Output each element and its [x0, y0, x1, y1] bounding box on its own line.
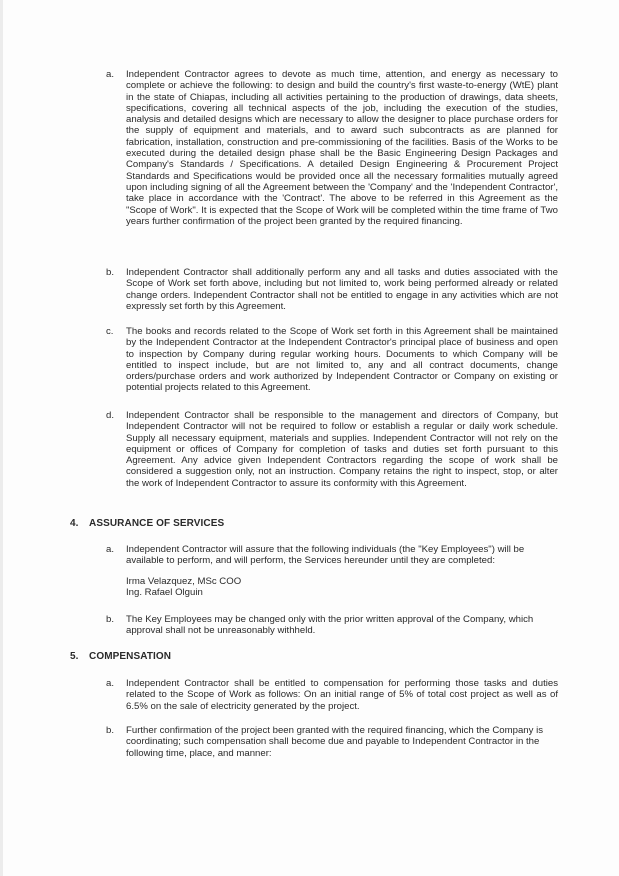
- paragraph-text: The books and records related to the Scope of Work set forth in this Agreement shall be maintained by the Independent Contractor at the Independent Contractor's principal place of business and open to inspection by Company during regular working hours. Documents to which Company will be entitled to inspect include, but are not limited to, any and all contract documents, change orders/purchase orders and work authorized by Independent Contractor or Company on existing or potential projects related to this Agreement.: [126, 326, 558, 394]
- paragraph-text: Independent Contractor shall additionally perform any and all tasks and duties associated with the Scope of Work set forth above, including but not limited to, work being performed already or related change orders. Independent Contractor shall not be entitled to engage in any activities which are not expressly set forth by this Agreement.: [126, 267, 558, 312]
- key-employees-list: [126, 576, 558, 599]
- list-marker: a.: [106, 678, 115, 689]
- section-5-item-b: [106, 725, 558, 759]
- section-3-item-b: [106, 267, 558, 312]
- section-4-item-b: [106, 614, 558, 637]
- list-marker: a.: [106, 544, 115, 555]
- paragraph-text: Independent Contractor shall be responsible to the management and directors of Company, but Independent Contractor will not be required to follow or establish a regular or daily work schedule. Supply all necessary equipment, materials and supplies. Independent Contractor will not rely on the equipment or offices of Company for completion of tasks and duties set forth pursuant to this Agreement. Any advice given Independent Contractors regarding the scope of work shall be considered a suggestion only, not an instruction. Company retains the right to inspect, stop, or alter the work of Independent Contractor to assure its conformity with this Agreement.: [126, 410, 558, 489]
- section-5-item-a: [106, 678, 558, 712]
- list-marker: b.: [106, 267, 115, 278]
- section-4-item-a: [106, 544, 558, 598]
- paragraph-text: Independent Contractor shall be entitled to compensation for performing those tasks and duties related to the Scope of Work as follows: On an initial range of 5% of total cost project as well as of 6.5% on the sale of electricity generated by the project.: [126, 678, 558, 712]
- key-employee-name: Irma Velazquez, MSc COO: [126, 575, 242, 587]
- paragraph-text: Independent Contractor agrees to devote as much time, attention, and energy as necessary to complete or achieve the following: to design and build the country's first waste-to-energy (WtE) plant in the state of Chiapas, including all activities pertaining to the production of drawings, data sheets, specifications, covering all technical aspects of the job, including the execution of the studies, analysis and detailed designs which are necessary to allow the designer to place purchase orders for the supply of equipment and materials, and to award such subcontracts as are planned for fabrication, installation, construction and pre-commissioning of the facilities. Basis of the Works to be executed during the detailed design phase shall be the Basic Engineering Design Packages and Company's Standards / Specifications. A detailed Design Engineering & Procurement Project Standards and Specifications would be provided once all the necessary formalities mutually agreed upon including signing of all the Agreement between the 'Company' and the 'Independent Contractor', take place in accordance with the 'Contract'. The above to be referred in this Agreement as the "Scope of Work". It is expected that the Scope of Work will be completed within the time frame of Two years further confirmation of the project been granted by the required financing.: [126, 69, 558, 227]
- section-3-item-a: [106, 69, 558, 227]
- section-4-heading: [70, 518, 224, 530]
- list-marker: b.: [106, 725, 115, 736]
- paragraph-text: The Key Employees may be changed only with the prior written approval of the Company, which approval shall not be unreasonably withheld.: [126, 614, 534, 637]
- section-title: ASSURANCE OF SERVICES: [89, 518, 225, 529]
- paragraph-text: Further confirmation of the project been granted with the required financing, which the Company is coordinating; such compensation shall become due and payable to Independent Contractor in the following time, place, and manner:: [126, 725, 544, 759]
- list-marker: b.: [106, 614, 115, 625]
- key-employee-name: Ing. Rafael Olguin: [126, 586, 203, 598]
- list-marker: d.: [106, 410, 115, 421]
- section-title: COMPENSATION: [89, 651, 172, 662]
- section-number: 4.: [70, 518, 79, 529]
- list-marker: c.: [106, 326, 114, 337]
- paragraph-text: Independent Contractor will assure that the following individuals (the "Key Employees") will be available to perform, and will perform, the Services hereunder until they are completed:: [126, 544, 525, 567]
- section-3-item-d: [106, 410, 558, 489]
- section-number: 5.: [70, 651, 79, 662]
- section-5-heading: [70, 651, 171, 663]
- list-marker: a.: [106, 69, 115, 80]
- section-3-item-c: [106, 326, 558, 394]
